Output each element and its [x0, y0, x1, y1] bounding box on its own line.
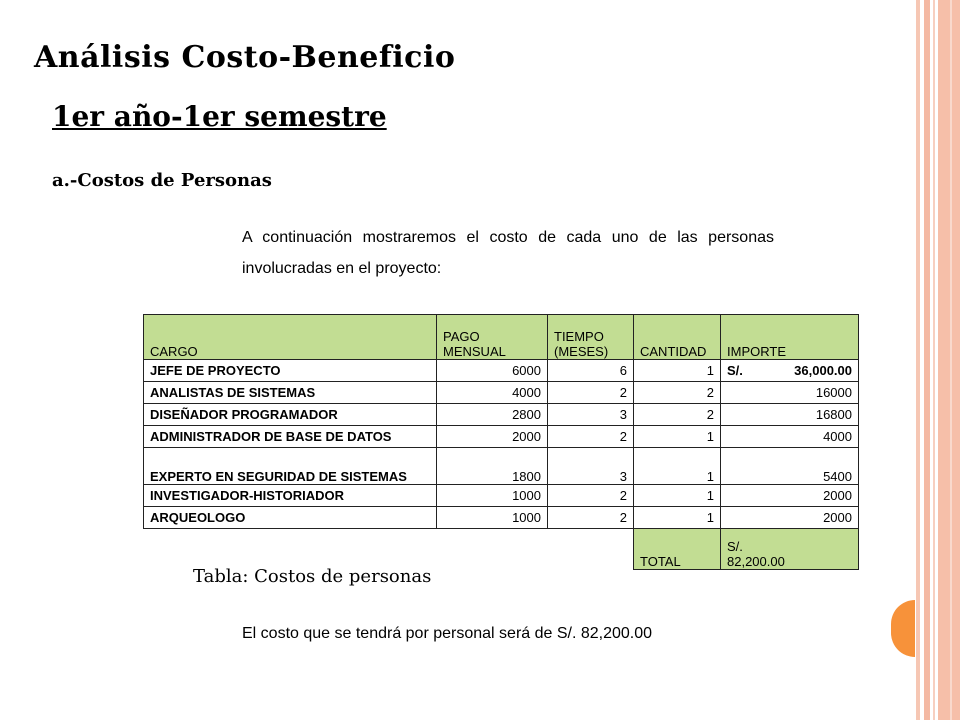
cell-cargo: ADMINISTRADOR DE BASE DE DATOS — [144, 426, 437, 448]
cell-cantidad: 1 — [634, 360, 721, 382]
cell-importe: 16800 — [721, 404, 859, 426]
table-caption: Tabla: Costos de personas — [193, 566, 432, 587]
cell-pago: 6000 — [437, 360, 548, 382]
section-heading: a.-Costos de Personas — [52, 170, 272, 191]
cell-cantidad: 1 — [634, 507, 721, 529]
cell-pago: 1000 — [437, 507, 548, 529]
total-cell — [721, 529, 859, 570]
header-importe: IMPORTE — [721, 315, 859, 360]
slide-accent-tab — [891, 600, 915, 657]
cell-tiempo: 2 — [548, 507, 634, 529]
cell-cargo: INVESTIGADOR-HISTORIADOR — [144, 485, 437, 507]
table-row — [144, 426, 859, 448]
decor-stripe — [924, 0, 930, 720]
currency-symbol: S/. — [727, 363, 743, 378]
table-row — [144, 382, 859, 404]
cell-cargo: JEFE DE PROYECTO — [144, 360, 437, 382]
cell-cargo: ANALISTAS DE SISTEMAS — [144, 382, 437, 404]
total-label: TOTAL — [634, 529, 721, 570]
cell-importe — [721, 360, 859, 382]
cell-importe: 2000 — [721, 507, 859, 529]
cell-cargo: EXPERTO EN SEGURIDAD DE SISTEMAS — [144, 448, 437, 485]
cell-importe: 2000 — [721, 485, 859, 507]
cell-importe: 16000 — [721, 382, 859, 404]
cell-pago: 2800 — [437, 404, 548, 426]
cell-tiempo: 6 — [548, 360, 634, 382]
conclusion-text: El costo que se tendrá por personal será de S/. 82,200.00 — [242, 625, 653, 642]
decor-stripe — [938, 0, 960, 720]
cell-tiempo: 3 — [548, 448, 634, 485]
header-cantidad: CANTIDAD — [634, 315, 721, 360]
cell-importe: 5400 — [721, 448, 859, 485]
decor-stripe — [933, 0, 935, 720]
cell-tiempo: 2 — [548, 382, 634, 404]
decor-stripe — [916, 0, 920, 720]
table-row — [144, 485, 859, 507]
cell-pago: 1800 — [437, 448, 548, 485]
cell-pago: 1000 — [437, 485, 548, 507]
cell-cargo: DISEÑADOR PROGRAMADOR — [144, 404, 437, 426]
cell-cantidad: 1 — [634, 448, 721, 485]
total-value: 82,200.00 — [727, 554, 785, 569]
header-tiempo-label: TIEMPO (MESES) — [554, 329, 609, 359]
cell-tiempo: 2 — [548, 485, 634, 507]
cell-cantidad: 1 — [634, 485, 721, 507]
header-cargo: CARGO — [144, 315, 437, 360]
cell-cantidad: 2 — [634, 382, 721, 404]
cell-pago: 4000 — [437, 382, 548, 404]
cell-importe: 4000 — [721, 426, 859, 448]
total-spacer — [144, 529, 437, 570]
total-spacer — [548, 529, 634, 570]
table-row — [144, 448, 859, 485]
table-total-row — [144, 529, 859, 570]
header-tiempo — [548, 315, 634, 360]
total-currency: S/. — [727, 539, 743, 554]
cell-cargo: ARQUEOLOGO — [144, 507, 437, 529]
table-row — [144, 404, 859, 426]
cell-tiempo: 3 — [548, 404, 634, 426]
header-pago — [437, 315, 548, 360]
total-spacer — [437, 529, 548, 570]
table-row — [144, 507, 859, 529]
cell-tiempo: 2 — [548, 426, 634, 448]
cell-cantidad: 2 — [634, 404, 721, 426]
header-pago-label: PAGO MENSUAL — [443, 329, 506, 359]
cell-pago: 2000 — [437, 426, 548, 448]
table-header-row — [144, 315, 859, 360]
costs-table — [143, 314, 859, 570]
slide-title: Análisis Costo-Beneficio — [34, 40, 456, 75]
slide-subtitle: 1er año-1er semestre — [52, 100, 387, 133]
intro-paragraph: A continuación mostraremos el costo de cada uno de las personas involucradas en el proyecto: — [242, 229, 774, 277]
cell-cantidad: 1 — [634, 426, 721, 448]
decor-stripe — [950, 0, 952, 720]
table-row — [144, 360, 859, 382]
importe-value: 36,000.00 — [794, 363, 852, 378]
